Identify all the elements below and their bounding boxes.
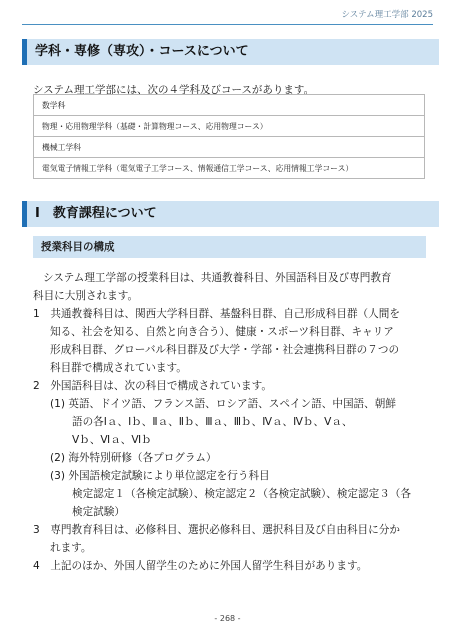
intro-text: システム理工学部には、次の４学科及びコースがあります。 — [33, 84, 315, 96]
body-line: 1 共通教養科目は、関西大学科目群、基盤科目群、自己形成科目群（人間を — [33, 308, 400, 320]
body-line: 知る、社会を知る、自然と向き合う）、健康・スポーツ科目群、キャリア — [50, 326, 394, 338]
body-line: (2) 海外特別研修（各プログラム） — [50, 452, 217, 464]
header-rule — [22, 24, 433, 25]
body-line: 科目群で構成されています。 — [50, 362, 187, 374]
running-header: システム理工学部 2025 — [341, 10, 433, 20]
subheading-course-structure: 授業科目の構成 — [33, 236, 426, 258]
body-line: (3) 外国語検定試験により単位認定を行う科目 — [50, 470, 270, 482]
department-row: 物理・応用物理学科（基礎・計算物理コース、応用物理コース） — [34, 116, 425, 137]
body-line: (1) 英語、ドイツ語、フランス語、ロシア語、スペイン語、中国語、朝鮮 — [50, 398, 396, 410]
body-line: 検定認定１（各検定試験）、検定認定２（各検定試験）、検定認定３（各 — [72, 488, 411, 500]
body-line: 検定試験） — [72, 506, 125, 518]
body-line: 科目に大別されます。 — [33, 290, 139, 302]
section-heading-curriculum: Ⅰ 教育課程について — [22, 201, 439, 227]
department-row: 数学科 — [34, 95, 425, 116]
body-line: 2 外国語科目は、次の科目で構成されています。 — [33, 380, 272, 392]
body-line: 3 専門教育科目は、必修科目、選択必修科目、選択科目及び自由科目に分か — [33, 524, 400, 536]
department-row: 機械工学科 — [34, 137, 425, 158]
section-heading-departments: 学科・専修（専攻）・コースについて — [22, 39, 439, 65]
department-row: 電気電子情報工学科（電気電子工学コース、情報通信工学コース、応用情報工学コース） — [34, 158, 425, 179]
body-line: 形成科目群、グローバル科目群及び大学・学部・社会連携科目群の７つの — [50, 344, 400, 356]
body-line: Ⅴｂ、Ⅵａ、Ⅵｂ — [72, 434, 152, 446]
body-line: システム理工学部の授業科目は、共通教養科目、外国語科目及び専門教育 — [43, 272, 392, 284]
body-line: 4 上記のほか、外国人留学生のために外国人留学生科目があります。 — [33, 560, 368, 572]
body-line: れます。 — [50, 542, 92, 554]
page-number: - 268 - — [214, 614, 241, 623]
body-line: 語の各Ⅰａ、Ⅰｂ、Ⅱａ、Ⅱｂ、Ⅲａ、Ⅲｂ、Ⅳａ、Ⅳｂ、Ⅴａ、 — [72, 416, 353, 428]
department-table — [33, 94, 425, 179]
